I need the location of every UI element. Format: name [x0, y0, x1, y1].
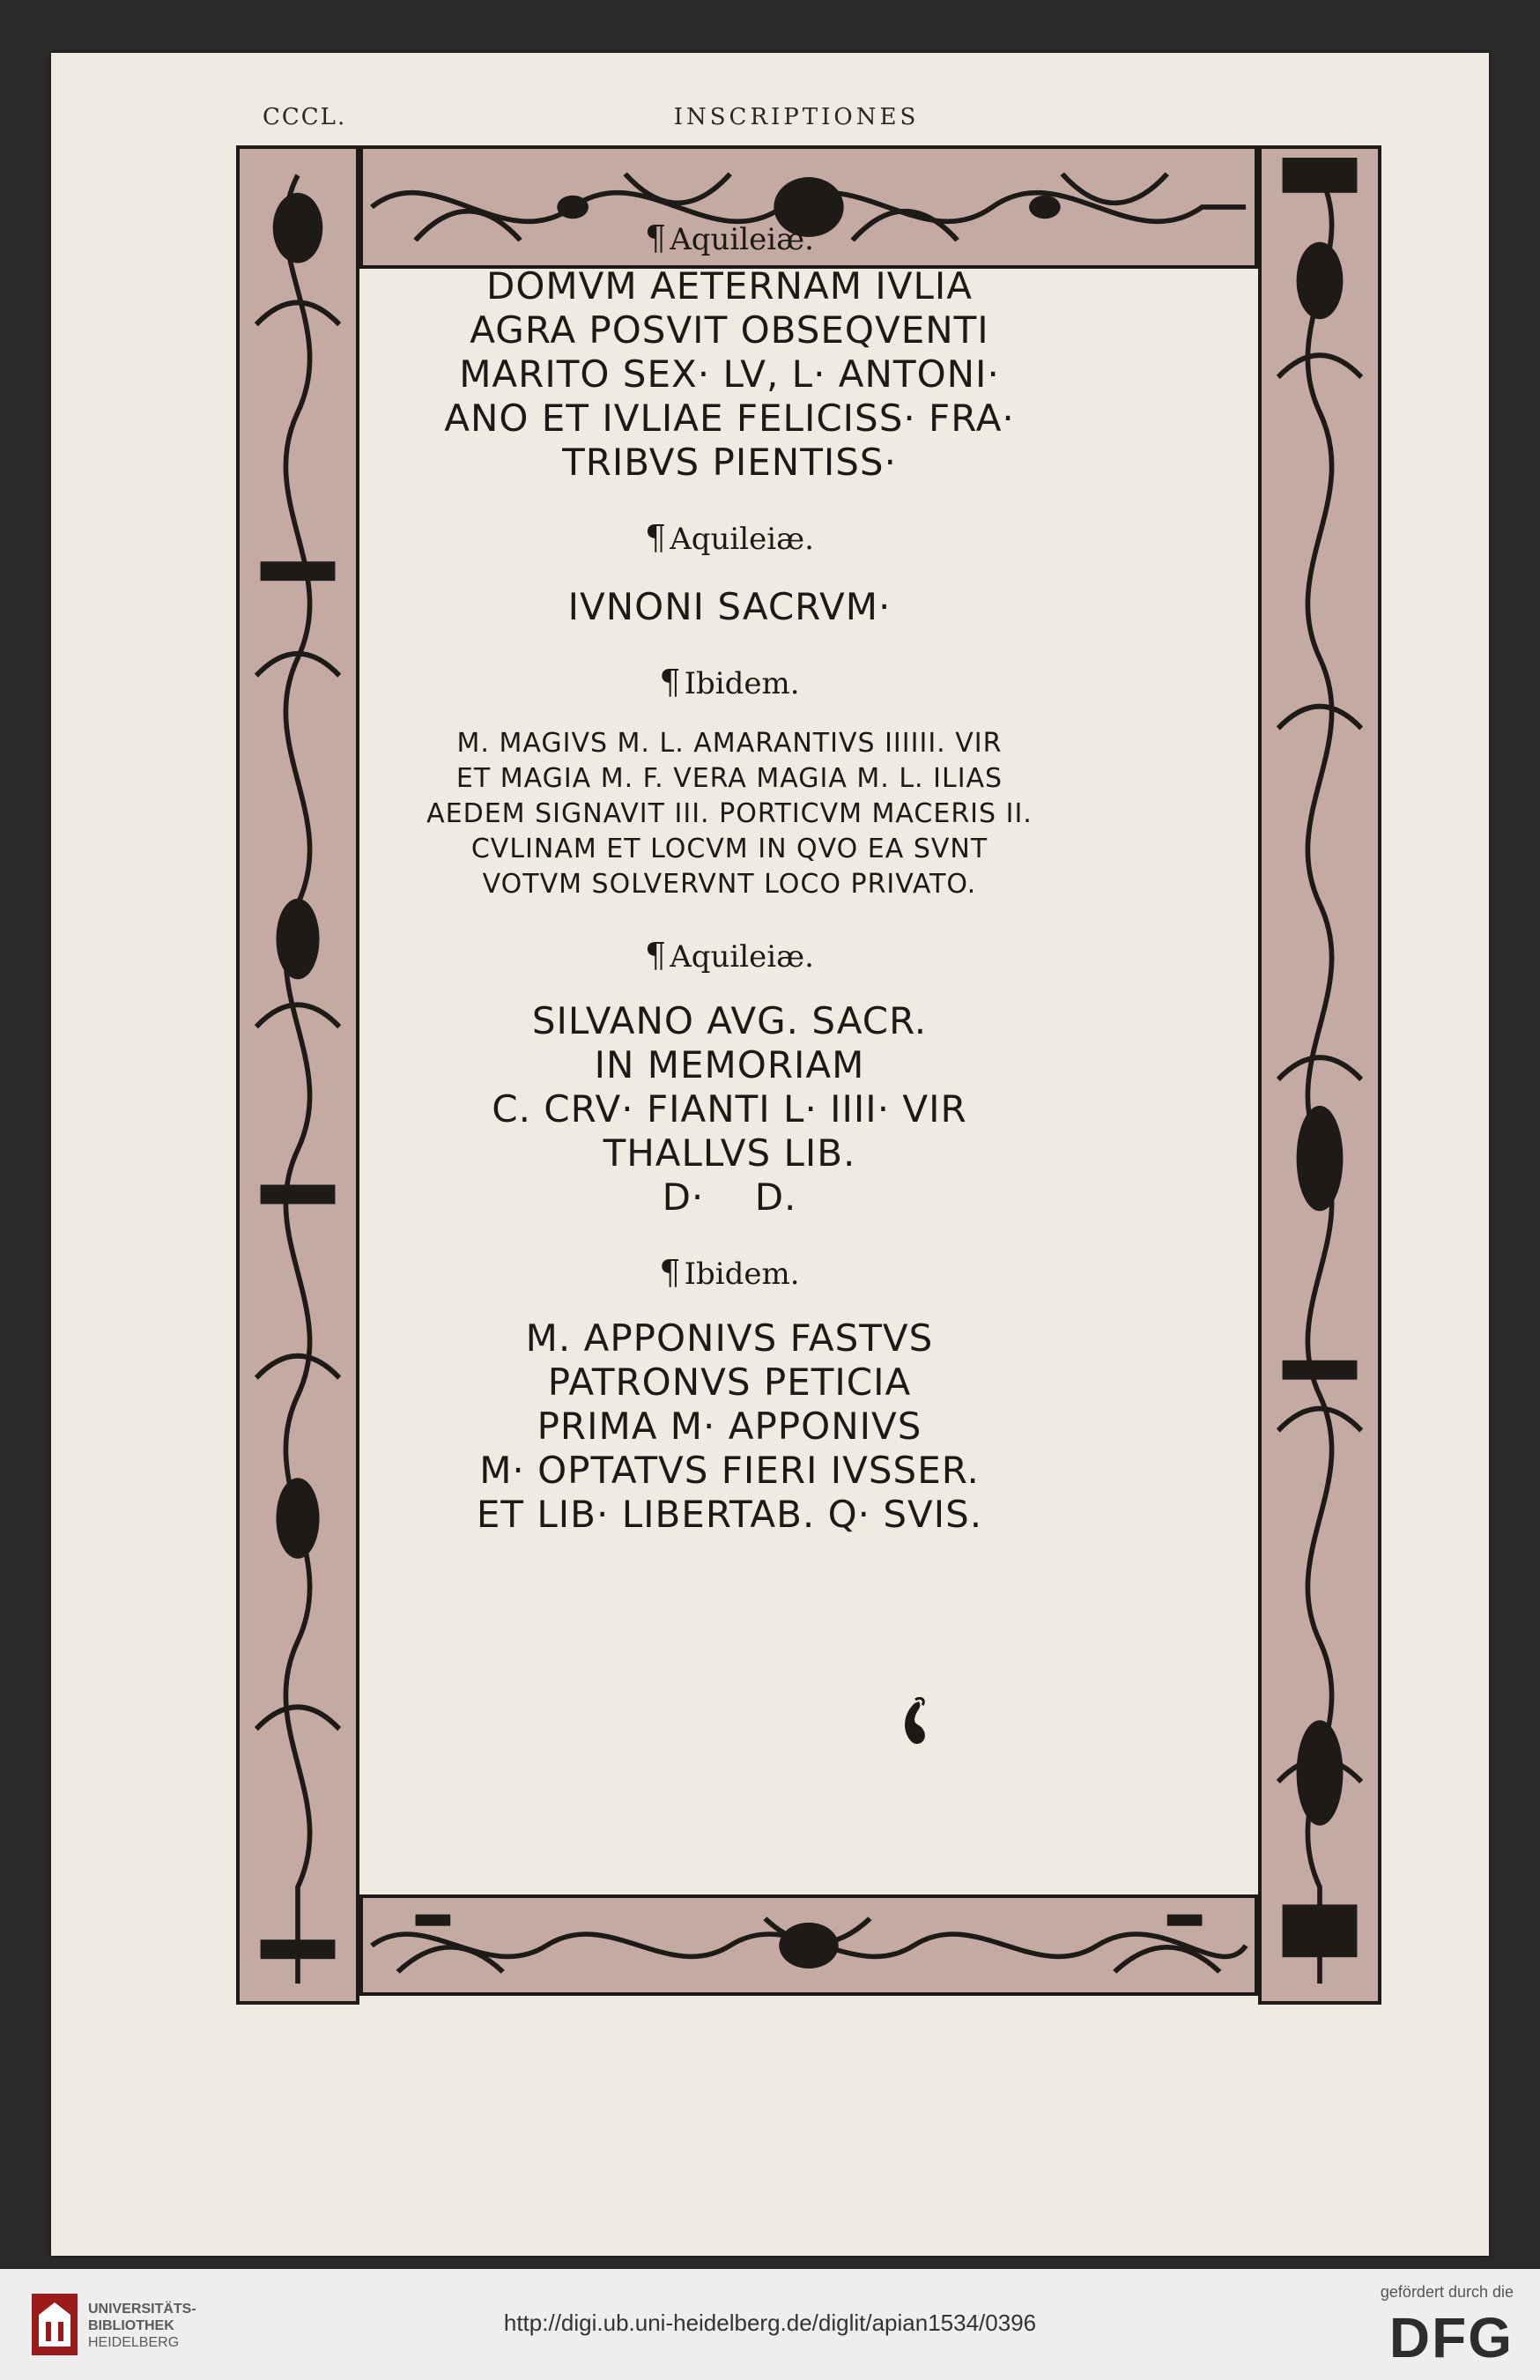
section-heading: ¶ Aquileiæ. — [645, 936, 814, 975]
inscription-text — [289, 1316, 1170, 1537]
inscription-text — [289, 999, 1170, 1220]
right-border-ornament — [1258, 145, 1381, 2005]
pilcrow-icon: ¶ — [645, 219, 667, 257]
dfg-logo: DFG — [1388, 2306, 1514, 2369]
fleuron-ornament-icon — [892, 1696, 937, 1749]
inscription-line: CVLINAM ET LOCVM IN QVO EA SVNT — [470, 834, 988, 864]
running-title: INSCRIPTIONES — [673, 104, 920, 130]
digitization-footer — [0, 2269, 1540, 2380]
inscription-line: C. CRV· FIANTI L· IIII· VIR — [492, 1087, 967, 1131]
inscription-line: DOMVM AETERNAM IVLIA — [486, 264, 973, 308]
inscription-line: D· D. — [662, 1175, 797, 1219]
inscription-text — [289, 726, 1170, 902]
inscription-text — [289, 264, 1170, 485]
pilcrow-icon: ¶ — [645, 936, 667, 975]
inscription-section — [289, 929, 1170, 1220]
institution-name: UNIVERSITÄTS- BIBLIOTHEK HEIDELBERG — [88, 2302, 196, 2350]
inscription-line: VOTVM SOLVERVNT LOCO PRIVATO. — [482, 869, 977, 900]
inscription-line: AGRA POSVIT OBSEQVENTI — [470, 308, 989, 352]
inscription-line: TRIBVS PIENTISS· — [562, 441, 897, 484]
inscription-line: M· OPTATVS FIERI IVSSER. — [479, 1449, 980, 1492]
inscription-section — [289, 1246, 1170, 1537]
folio-number: CCCL. — [263, 104, 347, 130]
section-heading: ¶ Ibidem. — [659, 1253, 800, 1292]
bottom-border-ornament — [359, 1894, 1258, 1996]
inscriptions-block — [289, 211, 1170, 1537]
inscription-section — [289, 211, 1170, 485]
pilcrow-icon: ¶ — [659, 1253, 681, 1292]
funding-note: gefördert durch die — [1380, 2283, 1514, 2301]
inscription-line: SILVANO AVG. SACR. — [531, 999, 928, 1042]
inscription-text — [289, 585, 1170, 629]
section-heading: ¶ Aquileiæ. — [645, 518, 814, 557]
inscription-line: IN MEMORIAM — [594, 1043, 865, 1086]
inscription-line: M. MAGIVS M. L. AMARANTIVS IIIIII. VIR — [456, 728, 1003, 759]
inscription-line: ET MAGIA M. F. VERA MAGIA M. L. ILIAS — [455, 763, 1003, 794]
inscription-line: AEDEM SIGNAVIT III. PORTICVM MACERIS II. — [426, 798, 1033, 829]
inscription-line: PRIMA M· APPONIVS — [537, 1405, 922, 1448]
inscription-line: M. APPONIVS FASTVS — [525, 1316, 934, 1360]
inscription-line: ANO ET IVLIAE FELICISS· FRA· — [444, 397, 1015, 440]
scanned-page — [51, 53, 1489, 2256]
inscription-section — [289, 511, 1170, 629]
permalink-url[interactable]: http://digi.ub.uni-heidelberg.de/diglit/apian1534/0396 — [503, 2310, 1037, 2336]
running-head — [51, 95, 1489, 148]
pilcrow-icon: ¶ — [659, 663, 681, 701]
section-heading: ¶ Aquileiæ. — [645, 219, 814, 257]
inscription-section — [289, 656, 1170, 902]
inscription-line: ET LIB· LIBERTAB. Q· SVIS. — [476, 1493, 983, 1536]
section-heading: ¶ Ibidem. — [659, 663, 800, 701]
pilcrow-icon: ¶ — [645, 518, 667, 557]
inscription-line: PATRONVS PETICIA — [547, 1361, 912, 1404]
inscription-line: IVNONI SACRVM· — [567, 585, 892, 628]
inscription-line: THALLVS LIB. — [603, 1131, 856, 1175]
inscription-line: MARITO SEX· LV, L· ANTONI· — [459, 352, 1000, 396]
